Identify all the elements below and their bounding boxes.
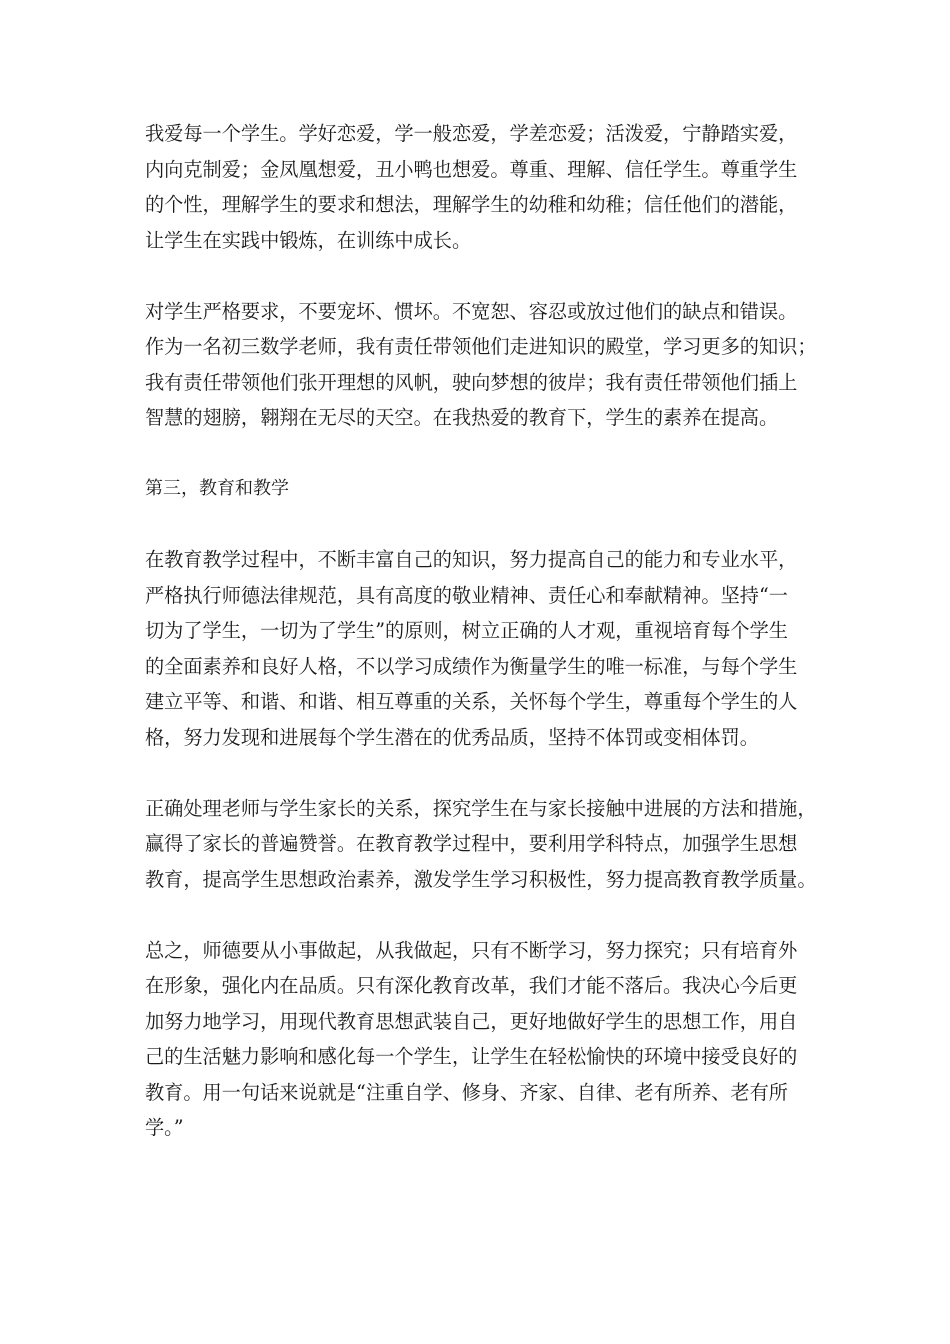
text-line: 的全面素养和良好人格，不以学习成绩作为衡量学生的唯一标准，与每个学生 (145, 654, 798, 678)
text-line: 对学生严格要求，不要宠坏、惯坏。不宽恕、容忍或放过他们的缺点和错误。 (145, 299, 798, 323)
text-line: 建立平等、和谐、和谐、相互尊重的关系，关怀每个学生，尊重每个学生的人 (145, 690, 798, 713)
text-line: 的个性，理解学生的要求和想法，理解学生的幼稚和幼稚；信任他们的潜能， (145, 193, 798, 216)
text-line: 智慧的翅膀，翱翔在无尽的天空。在我热爱的教育下，学生的素养在提高。 (145, 406, 779, 429)
text-line: 作为一名初三数学老师，我有责任带领他们走进知识的殿堂，学习更多的知识； (145, 335, 817, 358)
paragraph (145, 116, 810, 258)
text-line: 教育，提高学生思想政治素养，激发学生学习积极性，努力提高教育教学质量。 (145, 867, 817, 891)
paragraph (145, 542, 810, 755)
text-line: 教育。用一句话来说就是“注重自学、修身、齐家、自律、老有所养、老有所 (145, 1080, 788, 1104)
paragraph (145, 294, 817, 436)
document-body (145, 116, 817, 1181)
text-line: 己的生活魅力影响和感化每一个学生，让学生在轻松愉快的环境中接受良好的 (145, 1045, 798, 1068)
text-line: 学。” (145, 1116, 184, 1139)
section-heading (145, 471, 810, 507)
text-line: 格，努力发现和进展每个学生潜在的优秀品质，坚持不体罚或变相体罚。 (145, 725, 759, 749)
text-line: 我爱每一个学生。学好恋爱，学一般恋爱，学差恋爱；活泼爱，宁静踏实爱， (145, 122, 798, 145)
text-line: 总之，师德要从小事做起，从我做起，只有不断学习，努力探究；只有培育外 (145, 938, 798, 962)
text-line: 严格执行师德法律规范，具有高度的敬业精神、责任心和奉献精神。坚持“一 (145, 583, 788, 607)
text-line: 内向克制爱；金凤凰想爱，丑小鸭也想爱。尊重、理解、信任学生。尊重学生 (145, 157, 798, 181)
text-line: 在教育教学过程中，不断丰富自己的知识，努力提高自己的能力和专业水平， (145, 548, 798, 571)
text-line: 切为了学生，一切为了学生”的原则，树立正确的人才观，重视培育每个学生 (145, 619, 788, 642)
paragraph (145, 933, 810, 1146)
text-line: 加努力地学习，用现代教育思想武装自己，更好地做好学生的思想工作，用自 (145, 1009, 798, 1033)
section-heading-text: 第三，教育和教学 (145, 478, 289, 499)
paragraph (145, 791, 817, 898)
text-line: 正确处理老师与学生家长的关系，探究学生在与家长接触中进展的方法和措施， (145, 796, 817, 820)
text-line: 在形象，强化内在品质。只有深化教育改革，我们才能不落后。我决心今后更 (145, 974, 798, 997)
text-line: 赢得了家长的普遍赞誉。在教育教学过程中，要利用学科特点，加强学生思想 (145, 832, 798, 855)
text-line: 我有责任带领他们张开理想的风帆，驶向梦想的彼岸；我有责任带领他们插上 (145, 370, 798, 394)
text-line: 让学生在实践中锻炼，在训练中成长。 (145, 228, 472, 252)
